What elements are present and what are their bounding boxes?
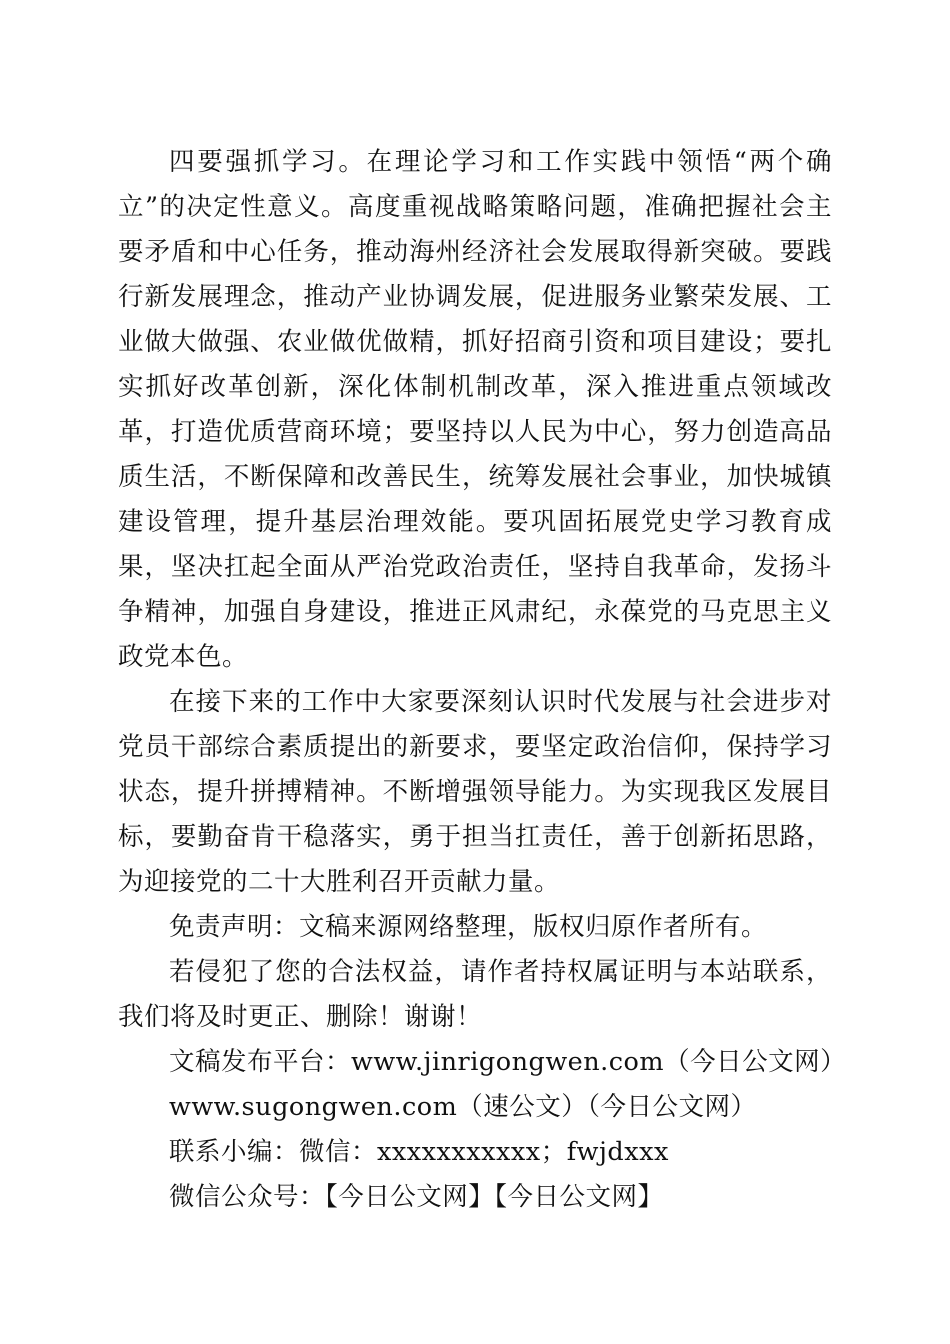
paragraph-work: 在接下来的工作中大家要深刻认识时代发展与社会进步对党员干部综合素质提出的新要求，要坚定政治信仰，保持学习状态，提升拼搏精神。不断增强领导能力。为实现我区发展目标，要勤奋肯干稳落实，勇于担当扛责任，善于创新拓思路，为迎接党的二十大胜利召开贡献力量。 [118, 687, 832, 897]
paragraph-study: 四要强抓学习。在理论学习和工作实践中领悟“两个确立”的决定性意义。高度重视战略策略问题，准确把握社会主要矛盾和中心任务，推动海州经济社会发展取得新突破。要践行新发展理念，推动产业协调发展，促进服务业繁荣发展、工业做大做强、农业做优做精，抓好招商引资和项目建设；要扎实抓好改革创新，深化体制机制改革，深入推进重点领域改革，打造优质营商环境；要坚持以人民为中心，努力创造高品质生活，不断保障和改善民生，统筹发展社会事业，加快城镇建设管理，提升基层治理效能。要巩固拓展党史学习教育成果，坚决扛起全面从严治党政治责任，坚持自我革命，发扬斗争精神，加强自身建设，推进正风肃纪，永葆党的马克思主义政党本色。 [118, 147, 832, 672]
document-body [118, 140, 847, 1220]
wechat-line: 微信公众号：【今日公文网】【今日公文网】 [169, 1182, 664, 1212]
platform-line: 文稿发布平台：www.jinrigongwen.com（今日公文网） [169, 1047, 847, 1077]
sites-line: www.sugongwen.com（速公文）（今日公文网） [169, 1092, 757, 1122]
disclaimer-contact-line: 若侵犯了您的合法权益，请作者持权属证明与本站联系，我们将及时更正、删除！谢谢！ [118, 957, 832, 1032]
contact-line: 联系小编：微信：xxxxxxxxxxx；fwjdxxx [169, 1137, 669, 1167]
disclaimer-line: 免责声明：文稿来源网络整理，版权归原作者所有。 [169, 912, 768, 942]
